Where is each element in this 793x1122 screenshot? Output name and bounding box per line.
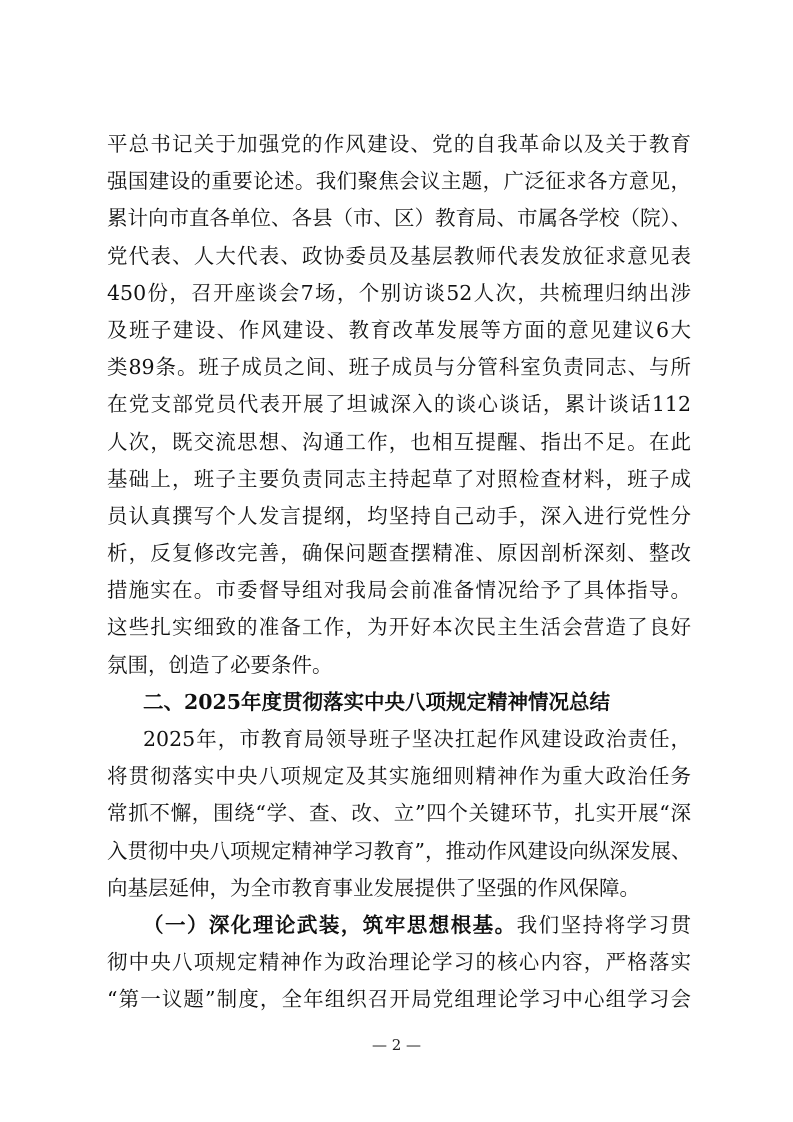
text-run: 我们坚持将学习贯 xyxy=(516,912,692,937)
paragraph-line: 将贯彻落实中央八项规定及其实施细则精神作为重大政治任务 xyxy=(107,764,691,789)
paragraph-line: 在党支部党员代表开展了坦诚深入的谈心谈话，累计谈话112 xyxy=(107,392,691,417)
paragraph-line: 措施实在。市委督导组对我局会前准备情况给予了具体指导。 xyxy=(107,578,691,603)
paragraph-line: 彻中央八项规定精神作为政治理论学习的核心内容，严格落实 xyxy=(107,950,691,975)
paragraph-line: 类89条。班子成员之间、班子成员与分管科室负责同志、与所 xyxy=(107,355,691,380)
paragraph-line: 入贯彻中央八项规定精神学习教育”，推动作风建设向纵深发展、 xyxy=(107,838,692,863)
paragraph-theory xyxy=(107,907,691,1019)
paragraph-line: 这些扎实细致的准备工作，为开好本次民主生活会营造了良好 xyxy=(107,615,691,640)
paragraph-line: 2025年，市教育局领导班子坚决扛起作风建设政治责任， xyxy=(143,727,691,751)
paragraph-line: 氛围，创造了必要条件。 xyxy=(107,652,333,677)
paragraph-line: 常抓不懈，围绕“学、查、改、立”四个关键环节，扎实开展“深 xyxy=(107,801,691,826)
document-body xyxy=(107,126,691,1019)
paragraph-preparation xyxy=(107,126,691,684)
paragraph-line: 向基层延伸，为全市教育事业发展提供了坚强的作风保障。 xyxy=(107,875,640,900)
paragraph-line: 人次，既交流思想、沟通工作，也相互提醒、指出不足。在此 xyxy=(107,429,691,454)
paragraph-line: 党代表、人大代表、政协委员及基层教师代表发放征求意见表 xyxy=(107,243,691,268)
paragraph-line: 平总书记关于加强党的作风建设、党的自我革命以及关于教育 xyxy=(107,132,691,156)
paragraph-line: 析，反复修改完善，确保问题查摆精准、原因剖析深刻、整改 xyxy=(107,541,691,566)
subheading-1: （一）深化理论武装，筑牢思想根基。 xyxy=(143,912,517,937)
paragraph-line: “第一议题”制度，全年组织召开局党组理论学习中心组学习会 xyxy=(107,987,691,1012)
paragraph-summary xyxy=(107,721,691,907)
paragraph-line: 强国建设的重要论述。我们聚焦会议主题，广泛征求各方意见， xyxy=(107,169,691,194)
paragraph-line: 及班子建设、作风建设、教育改革发展等方面的意见建议6大 xyxy=(107,317,691,342)
paragraph-line: 450份，召开座谈会7场，个别访谈52人次，共梳理归纳出涉 xyxy=(107,280,691,305)
section-heading-2: 二、2025年度贯彻落实中央八项规定精神情况总结 xyxy=(143,689,611,714)
paragraph-line: 基础上，班子主要负责同志主持起草了对照检查材料，班子成 xyxy=(107,466,691,491)
paragraph-line: 员认真撰写个人发言提纲，均坚持自己动手，深入进行党性分 xyxy=(107,503,691,528)
paragraph-line xyxy=(107,907,691,944)
paragraph-line: 累计向市直各单位、各县（市、区）教育局、市属各学校（院）、 xyxy=(107,206,692,231)
page-number: — 2 — xyxy=(371,1036,422,1054)
